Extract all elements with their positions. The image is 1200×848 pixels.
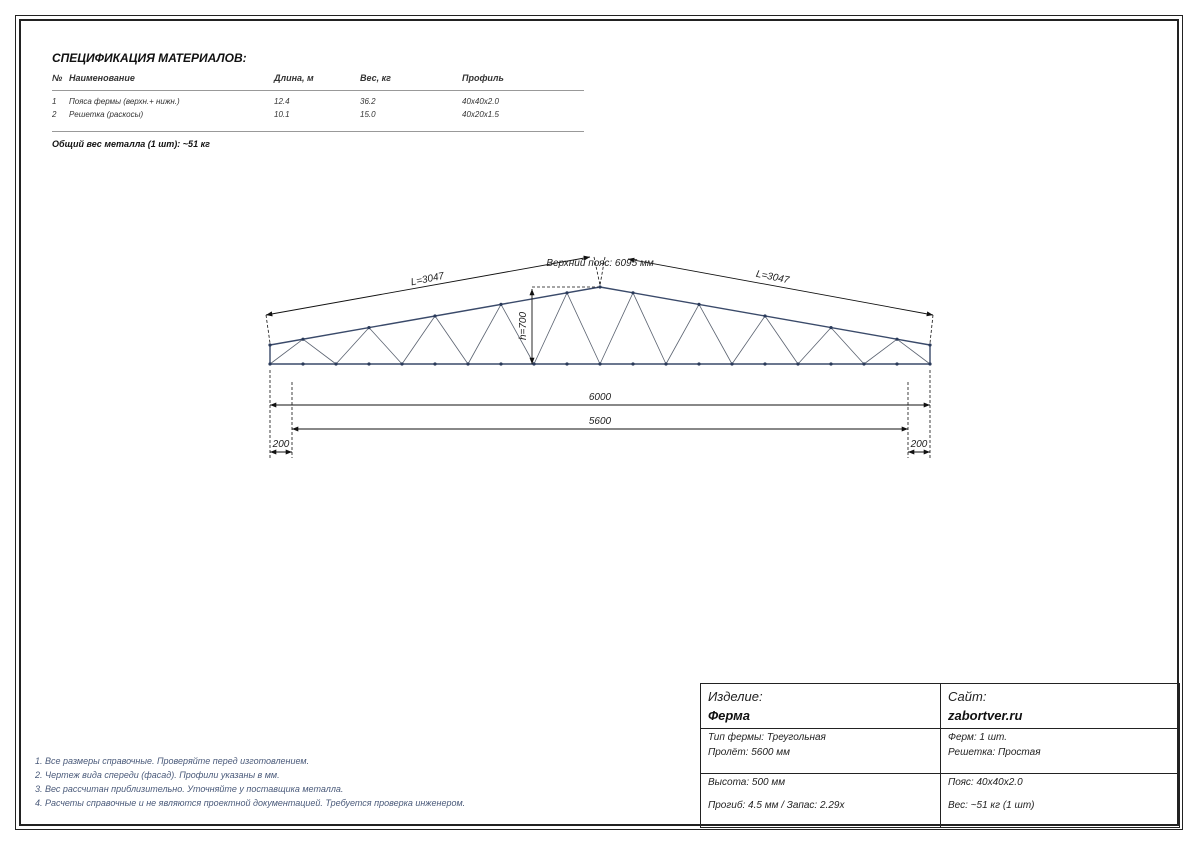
bottom-node	[895, 362, 898, 365]
right-chord-dimension	[628, 259, 933, 315]
top-node	[895, 338, 898, 341]
bottom-node	[598, 362, 601, 365]
top-node	[631, 291, 634, 294]
bottom-node	[565, 362, 568, 365]
top-node	[763, 314, 766, 317]
web-diagonal	[270, 339, 303, 364]
spec-cell-profile: 40x40x2.0	[462, 97, 499, 106]
bottom-node	[730, 362, 733, 365]
web-diagonal	[567, 293, 600, 364]
spec-header-name: Наименование	[69, 73, 135, 83]
bottom-node	[928, 362, 931, 365]
left-chord-dimension	[266, 257, 590, 315]
bottom-node	[763, 362, 766, 365]
bottom-node	[697, 362, 700, 365]
top-node	[301, 338, 304, 341]
spec-cell-profile: 40x20x1.5	[462, 110, 499, 119]
drawing-notes	[35, 754, 465, 810]
note-line: 4. Расчеты справочные и не являются проектной документацией. Требуется проверка инженером.	[35, 798, 466, 808]
web-diagonal	[633, 293, 666, 364]
web-diagonal	[402, 316, 435, 364]
deflection-value: Прогиб: 4.5 мм / Запас: 2.29x	[708, 800, 845, 811]
bottom-node	[334, 362, 337, 365]
height-label: h=700	[518, 311, 529, 341]
top-chord-total-label: Верхний пояс: 6095 мм	[546, 258, 654, 269]
bottom-node	[433, 362, 436, 365]
bottom-node	[499, 362, 502, 365]
chord-profile: Пояс: 40x40x2.0	[948, 777, 1023, 788]
inner-span-label: 5600	[588, 416, 612, 427]
top-node	[829, 326, 832, 329]
right-support-label: 200	[910, 439, 928, 450]
product-value: Ферма	[708, 708, 750, 723]
web-diagonal	[798, 328, 831, 364]
spec-cell-weight: 36.2	[360, 97, 376, 106]
web-diagonal	[435, 316, 468, 364]
web-diagonal	[468, 304, 501, 364]
top-node	[433, 314, 436, 317]
height-value: Высота: 500 мм	[708, 777, 786, 788]
bottom-node	[664, 362, 667, 365]
web-diagonal	[897, 339, 930, 364]
web-diagonal	[732, 316, 765, 364]
top-node	[928, 343, 931, 346]
web-diagonal	[666, 304, 699, 364]
bottom-node	[400, 362, 403, 365]
truss-frame	[268, 285, 931, 365]
bottom-node	[532, 362, 535, 365]
web-diagonal	[369, 328, 402, 364]
extension-line	[266, 315, 270, 343]
bottom-node	[301, 362, 304, 365]
product-label: Изделие:	[708, 689, 763, 704]
site-label: Сайт:	[948, 689, 987, 704]
site-value: zabortver.ru	[948, 708, 1023, 723]
web-diagonal	[303, 339, 336, 364]
bottom-node	[796, 362, 799, 365]
spec-title: СПЕЦИФИКАЦИЯ МАТЕРИАЛОВ:	[52, 51, 247, 65]
spec-cell-num: 2	[52, 110, 57, 119]
web-diagonal	[699, 304, 732, 364]
lattice-type: Решетка: Простая	[948, 747, 1041, 758]
top-node	[367, 326, 370, 329]
note-line: 1. Все размеры справочные. Проверяйте перед изготовлением.	[35, 756, 310, 766]
bottom-node	[829, 362, 832, 365]
extension-line	[930, 315, 933, 343]
web-diagonal	[600, 293, 633, 364]
bottom-node	[367, 362, 370, 365]
left-chord-length-label: L=3047	[409, 270, 446, 289]
top-node	[697, 303, 700, 306]
truss-count: Ферм: 1 шт.	[948, 732, 1008, 743]
top-node	[499, 303, 502, 306]
spec-cell-num: 1	[52, 97, 57, 106]
spec-cell-weight: 15.0	[360, 110, 376, 119]
overall-span-label: 6000	[588, 392, 612, 403]
note-line: 2. Чертеж вида спереди (фасад). Профили указаны в мм.	[35, 770, 280, 780]
span-value: Пролёт: 5600 мм	[708, 747, 790, 758]
spec-cell-name: Пояса фермы (верхн.+ нижн.)	[69, 97, 180, 106]
web-diagonal	[864, 339, 897, 364]
spec-total-weight: Общий вес металла (1 шт): ~51 кг	[52, 139, 210, 149]
spec-cell-name: Решетка (раскосы)	[69, 110, 144, 119]
spec-cell-length: 10.1	[274, 110, 290, 119]
web-diagonal	[765, 316, 798, 364]
spec-header-num: №	[52, 73, 63, 83]
truss-type: Тип фермы: Треугольная	[708, 732, 826, 743]
spec-header-length: Длина, м	[274, 73, 314, 83]
spec-header-profile: Профиль	[462, 73, 504, 83]
web-diagonal	[534, 293, 567, 364]
bottom-node	[631, 362, 634, 365]
right-chord-length-label: L=3047	[754, 268, 791, 287]
title-block	[700, 683, 1180, 828]
weight-value: Вес: ~51 кг (1 шт)	[948, 800, 1035, 811]
bottom-node	[268, 362, 271, 365]
apex-node	[598, 285, 601, 288]
note-line: 3. Вес рассчитан приблизительно. Уточняйте у поставщика металла.	[35, 784, 344, 794]
bottom-node	[466, 362, 469, 365]
top-node	[268, 343, 271, 346]
spec-header-weight: Вес, кг	[360, 73, 391, 83]
bottom-node	[862, 362, 865, 365]
top-node	[565, 291, 568, 294]
left-support-label: 200	[272, 439, 290, 450]
spec-cell-length: 12.4	[274, 97, 290, 106]
